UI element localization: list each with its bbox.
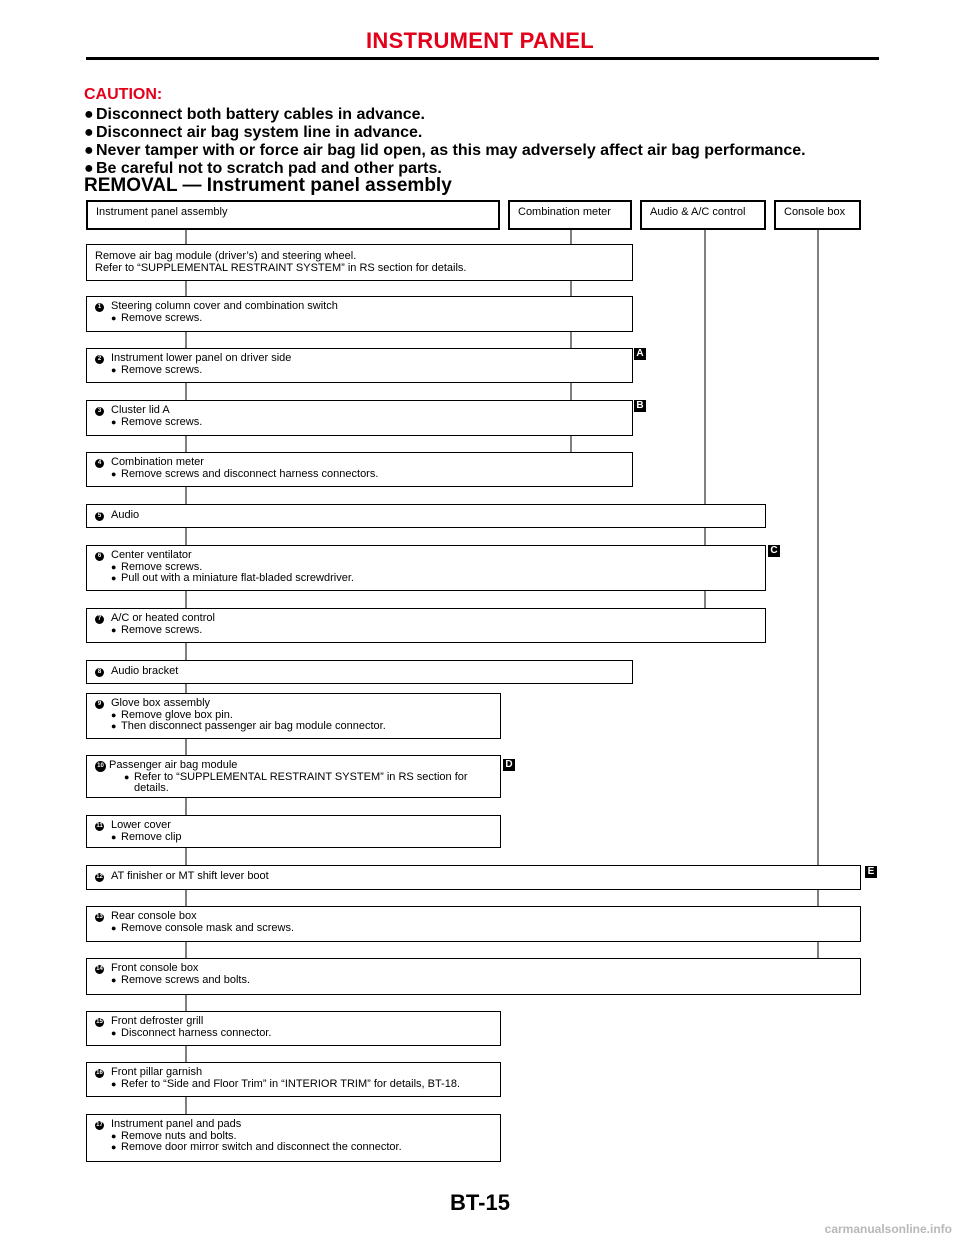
step-title: Center ventilator	[111, 549, 192, 561]
step-note: ● Remove screws.	[111, 623, 203, 636]
step-title: A/C or heated control	[111, 612, 215, 624]
step-note: ● Remove clip	[111, 830, 182, 843]
bullet-icon: ●	[84, 142, 94, 159]
step-number-icon: 17	[96, 1122, 103, 1128]
bullet-icon: ●	[111, 1142, 117, 1152]
figure-tag-b: B	[634, 400, 646, 412]
figure-tag-e: E	[865, 866, 877, 878]
step-note: ● Remove screws.	[111, 363, 203, 376]
step-7-box	[86, 608, 766, 643]
step-title: Passenger air bag module	[109, 759, 238, 771]
step-note: ● Refer to “Side and Floor Trim” in “INTERIOR TRIM” for details, BT-18.	[111, 1077, 461, 1090]
step-number-icon: 10	[95, 761, 106, 772]
step-title: Audio	[111, 509, 140, 521]
step-number-icon: 3	[95, 407, 104, 416]
caution-item: ● Be careful not to scratch pad and other parts.	[84, 160, 442, 177]
bullet-icon: ●	[111, 364, 117, 375]
intro-line: Remove air bag module (driver’s) and steering wheel.	[95, 250, 357, 262]
bullet-icon: ●	[111, 561, 117, 572]
step-note: ● Then disconnect passenger air bag module connector.	[111, 720, 386, 732]
step-note: ● Disconnect harness connector.	[111, 1026, 272, 1039]
bullet-icon: ●	[111, 468, 117, 479]
step-number-icon: 5	[95, 512, 104, 521]
step-title: Glove box assembly	[111, 697, 211, 709]
step-note: ● Remove screws.	[111, 415, 203, 428]
step-title: Front pillar garnish	[111, 1066, 203, 1078]
top-box-audio-ac: Audio & A/C control	[640, 200, 766, 230]
step-6-box	[86, 545, 766, 591]
step-2-box	[86, 348, 633, 383]
step-11-box	[86, 815, 501, 848]
bullet-icon: ●	[111, 721, 117, 731]
bullet-icon: ●	[111, 573, 117, 583]
page-number: BT-15	[450, 1190, 510, 1215]
bullet-icon: ●	[111, 922, 117, 933]
bullet-icon: ●	[111, 312, 117, 323]
step-15-box	[86, 1011, 501, 1046]
bullet-icon: ●	[84, 106, 94, 123]
step-note: ● Remove screws.	[111, 311, 203, 324]
bullet-icon: ●	[111, 974, 117, 985]
step-number-icon: 4	[95, 459, 104, 468]
step-note: ● Remove nuts and bolts.	[111, 1129, 237, 1142]
bullet-icon: ●	[111, 1078, 117, 1089]
bullet-icon: ●	[124, 771, 130, 782]
step-3-box	[86, 400, 633, 436]
step-9-box	[86, 693, 501, 739]
step-note: ● Remove screws.	[111, 560, 203, 573]
step-note: ● Remove screws and disconnect harness connectors.	[111, 467, 379, 480]
watermark: carmanualsonline.info	[824, 1222, 952, 1236]
step-title: Lower cover	[111, 819, 171, 831]
step-title: Cluster lid A	[111, 404, 170, 416]
intro-step-box	[86, 244, 633, 281]
bullet-icon: ●	[111, 831, 117, 842]
step-title: AT finisher or MT shift lever boot	[111, 870, 269, 882]
step-5-box	[86, 504, 766, 528]
step-10-box	[86, 755, 501, 798]
step-title: Instrument lower panel on driver side	[111, 352, 292, 364]
step-title: Rear console box	[111, 910, 197, 922]
top-box-console: Console box	[774, 200, 861, 230]
step-note: ● Remove door mirror switch and disconnect the connector.	[111, 1141, 402, 1153]
step-8-box	[86, 660, 633, 684]
step-number-icon: 2	[95, 355, 104, 364]
step-title: Combination meter	[111, 456, 204, 468]
figure-tag-c: C	[768, 545, 780, 557]
step-12-box	[86, 865, 861, 890]
bullet-icon: ●	[111, 1130, 117, 1141]
step-1-box	[86, 296, 633, 332]
step-number-icon: 12	[96, 874, 103, 880]
step-note: ● Pull out with a miniature flat-bladed screwdriver.	[111, 572, 354, 584]
step-title: Front console box	[111, 962, 199, 974]
step-title: Instrument panel and pads	[111, 1118, 242, 1130]
top-box-instrument-panel: Instrument panel assembly	[86, 200, 500, 230]
intro-line: Refer to “SUPPLEMENTAL RESTRAINT SYSTEM” in RS section for details.	[95, 261, 467, 274]
step-title: Front defroster grill	[111, 1015, 204, 1027]
bullet-icon: ●	[111, 624, 117, 635]
page-header-title: INSTRUMENT PANEL	[365, 28, 595, 53]
step-number-icon: 1	[95, 303, 104, 312]
bullet-icon: ●	[111, 1027, 117, 1038]
step-13-box	[86, 906, 861, 942]
figure-tag-d: D	[503, 759, 515, 771]
section-title: REMOVAL — Instrument panel assembly	[84, 175, 452, 196]
step-number-icon: 9	[95, 700, 104, 709]
caution-item: ● Disconnect air bag system line in advance.	[84, 124, 423, 141]
step-number-icon: 16	[96, 1070, 103, 1076]
step-17-box	[86, 1114, 501, 1162]
step-4-box	[86, 452, 633, 487]
step-number-icon: 11	[96, 823, 103, 829]
step-title: Steering column cover and combination switch	[111, 300, 338, 312]
bullet-icon: ●	[84, 124, 94, 141]
step-title: Audio bracket	[111, 665, 179, 677]
step-number-icon: 7	[95, 615, 104, 624]
step-note: ● Remove glove box pin.	[111, 708, 233, 721]
caution-title: CAUTION:	[84, 86, 163, 103]
step-number-icon: 15	[96, 1019, 103, 1025]
top-box-combination-meter: Combination meter	[508, 200, 632, 230]
step-number-icon: 13	[96, 914, 103, 920]
step-note: ● Remove screws and bolts.	[111, 973, 250, 986]
figure-tag-a: A	[634, 348, 646, 360]
step-14-box	[86, 958, 861, 995]
step-number-icon: 6	[95, 552, 104, 561]
step-number-icon: 8	[95, 668, 104, 677]
caution-item: ● Disconnect both battery cables in advance.	[84, 106, 425, 123]
bullet-icon: ●	[84, 160, 94, 177]
bullet-icon: ●	[111, 709, 117, 720]
step-16-box	[86, 1062, 501, 1097]
step-note: ● Remove console mask and screws.	[111, 921, 295, 934]
bullet-icon: ●	[111, 416, 117, 427]
caution-item: ● Never tamper with or force air bag lid open, as this may adversely affect air bag performance.	[84, 142, 806, 159]
step-number-icon: 14	[96, 966, 103, 972]
step-note: ● Refer to “SUPPLEMENTAL RESTRAINT SYSTEM” in RS section for details.	[109, 772, 494, 795]
